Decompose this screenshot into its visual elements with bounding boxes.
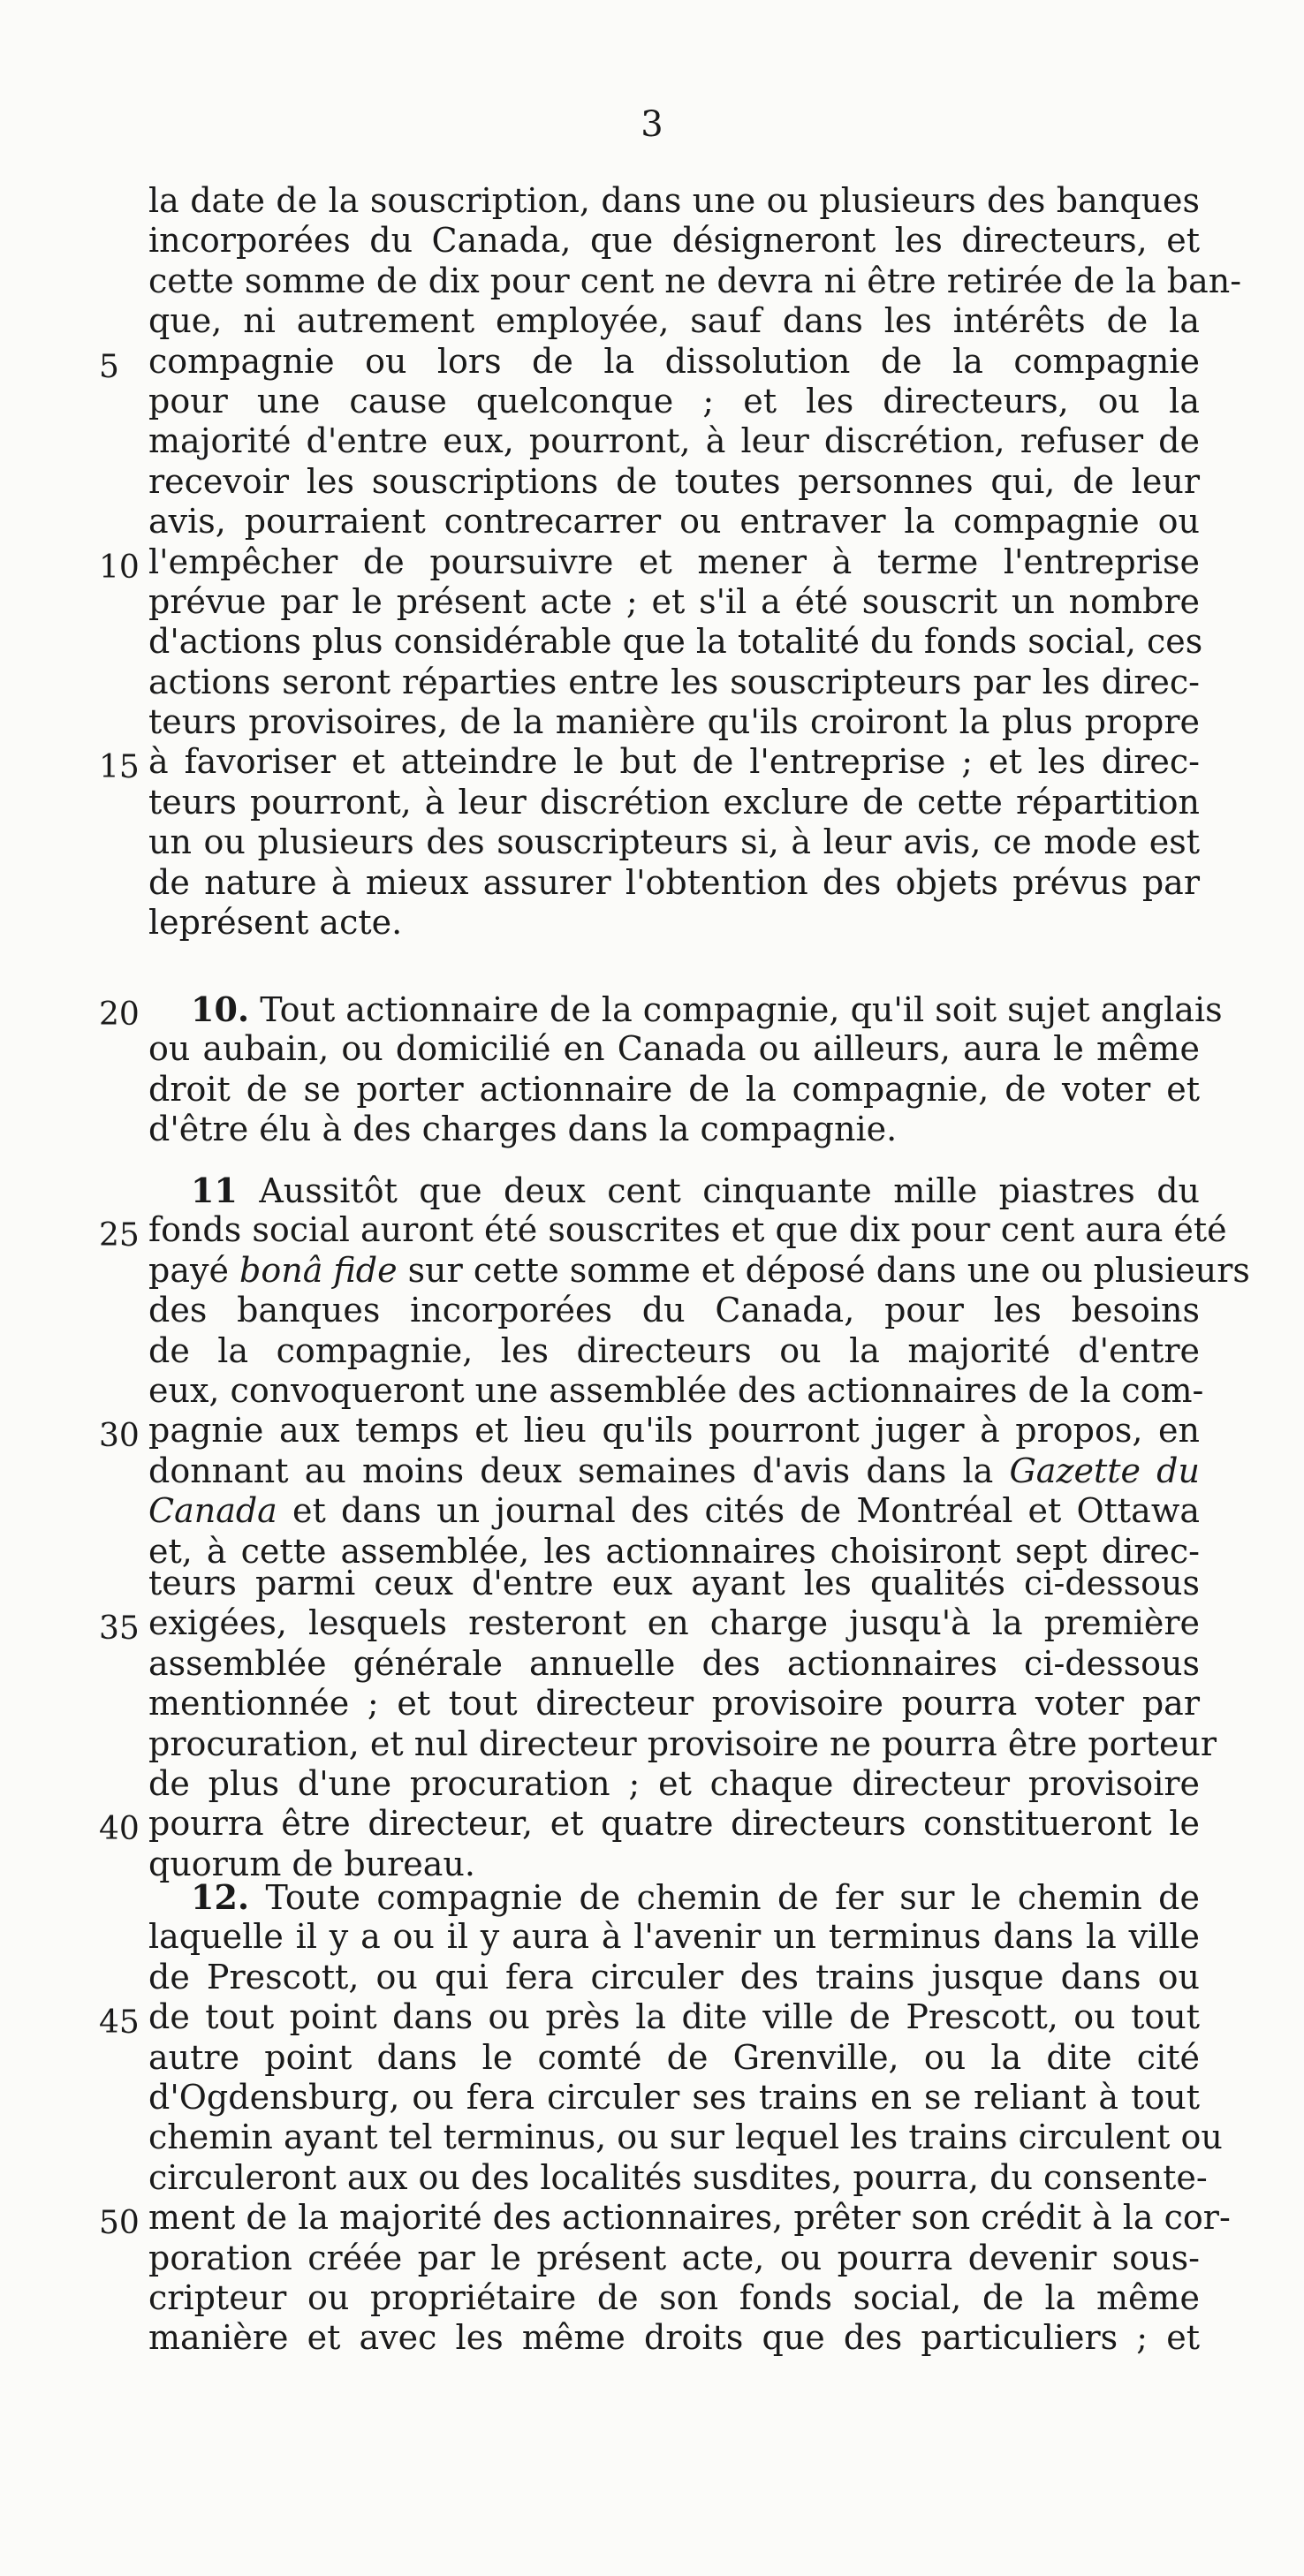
text-line [148, 2157, 1208, 2198]
line-text: d'être élu à des charges dans la compagnie. [148, 1110, 898, 1149]
text-line [148, 1958, 1200, 1997]
text-line [148, 462, 1200, 502]
text-line [99, 2198, 1231, 2242]
text-line [148, 863, 1200, 903]
line-text: Tout actionnaire de la compagnie, qu'il soit sujet anglais [249, 990, 1223, 1029]
text-line [148, 382, 1200, 421]
line-text: à favoriser et atteindre le but de l'entreprise ; et les direc- [148, 742, 1200, 782]
text-line [148, 2239, 1200, 2278]
text-line [148, 421, 1200, 461]
line-number: 10 [99, 549, 140, 586]
text-line [148, 1684, 1200, 1724]
italic-text: Gazette du [1009, 1451, 1200, 1490]
line-text: quorum de bureau. [148, 1844, 475, 1883]
line-text: pour une cause quelconque ; et les directeurs, ou la [148, 381, 1200, 420]
line-text: teurs parmi ceux d'entre eux ayant les qualités ci-dessous [148, 1564, 1200, 1602]
line-text: assemblée générale annuelle des actionnaires ci-dessous [148, 1643, 1200, 1683]
line-text: fonds social auront été souscrites et que dix pour cent aura été [148, 1210, 1227, 1250]
text-line [99, 1804, 1200, 1848]
line-text: d'actions plus considérable que la totalité du fonds social, ces [148, 622, 1203, 662]
text-line [99, 341, 1200, 385]
text-line [148, 822, 1200, 862]
line-text: eux, convoqueront une assemblée des actionnaires de la com- [148, 1370, 1204, 1410]
text-line [148, 502, 1200, 542]
text-line [148, 2038, 1200, 2078]
text-line [148, 1491, 1200, 1531]
text-line [148, 1291, 1200, 1330]
text-line [99, 989, 1223, 1033]
line-text: compagnie ou lors de la dissolution de la compagnie [148, 341, 1200, 381]
line-text: prévue par le présent acte ; et s'il a été souscrit un nombre [148, 581, 1200, 621]
text-line [148, 261, 1242, 301]
text-line [99, 1997, 1200, 2042]
text-line [99, 742, 1200, 786]
text-line [99, 1411, 1200, 1455]
text-line [148, 1331, 1200, 1371]
text-line [148, 2278, 1200, 2318]
line-text: avis, pourraient contrecarrer ou entraver la compagnie ou [148, 502, 1200, 542]
line-number: 15 [99, 749, 140, 786]
text-line [148, 622, 1203, 662]
line-text: Aussitôt que deux cent cinquante mille piastres du [237, 1171, 1200, 1210]
text-line [148, 301, 1200, 341]
text-line [148, 2318, 1200, 2358]
line-text: de nature à mieux assurer l'obtention des objets prévus par [148, 862, 1200, 902]
line-text: teurs pourront, à leur discrétion exclure de cette répartition [148, 782, 1200, 822]
line-text: et dans un journal des cités de Montréal et Ottawa [277, 1491, 1200, 1531]
text-line [148, 582, 1200, 622]
section-number: 11 [191, 1171, 238, 1210]
text-line [148, 1250, 1250, 1291]
line-text: circuleront aux ou des localités susdites, pourra, du consente- [148, 2157, 1208, 2197]
italic-text: bonâ fide [239, 1250, 398, 1290]
line-number: 40 [99, 1811, 140, 1848]
line-text: et, à cette assemblée, les actionnaires choisiront sept direc- [148, 1531, 1200, 1571]
line-text: pourra être directeur, et quatre directeurs constitueront le [148, 1804, 1200, 1844]
line-text: recevoir les souscriptions de toutes personnes qui, de leur [148, 461, 1200, 501]
paragraph [99, 989, 1223, 1150]
text-line [148, 702, 1200, 742]
line-text: des banques incorporées du Canada, pour les besoins [148, 1291, 1200, 1330]
line-text: ou aubain, ou domicilié en Canada ou ailleurs, aura le même [148, 1029, 1200, 1069]
text-line [148, 2078, 1200, 2118]
line-number: 30 [99, 1418, 140, 1455]
text-line [148, 1451, 1200, 1491]
line-text: manière et avec les même droits que des particuliers ; et [148, 2318, 1200, 2358]
line-text: laquelle il y a ou il y aura à l'avenir un terminus dans la ville [148, 1917, 1200, 1957]
paragraph [99, 1564, 1217, 1884]
line-text: majorité d'entre eux, pourront, à leur discrétion, refuser de [148, 421, 1200, 461]
text-line [148, 1564, 1200, 1603]
line-text: que, ni autrement employée, sauf dans les intérêts de la [148, 301, 1200, 341]
line-text: de plus d'une procuration ; et chaque directeur provisoire [148, 1763, 1200, 1803]
line-text: la date de la souscription, dans une ou plusieurs des banques [148, 181, 1200, 220]
line-number: 25 [99, 1217, 140, 1254]
text-line [148, 1370, 1204, 1411]
line-text: payé [148, 1250, 240, 1290]
line-text: chemin ayant tel terminus, ou sur lequel les trains circulent ou [148, 2118, 1223, 2157]
text-line [148, 1644, 1200, 1684]
line-text: de Prescott, ou qui fera circuler des trains jusque dans ou [148, 1957, 1200, 1996]
paragraph [99, 1171, 1250, 1572]
line-text: ment de la majorité des actionnaires, prêter son crédit à la cor- [148, 2198, 1231, 2238]
paragraph [99, 181, 1242, 943]
text-line [148, 903, 1200, 943]
line-number: 5 [99, 348, 119, 385]
text-line [148, 1070, 1200, 1110]
line-text: leprésent acte. [148, 903, 403, 943]
line-text: procuration, et nul directeur provisoire ne pourra être porteur [148, 1724, 1217, 1763]
line-number: 45 [99, 2004, 140, 2042]
text-line [148, 1917, 1200, 1957]
italic-text: Canada [148, 1491, 277, 1531]
line-text: cette somme de dix pour cent ne devra ni être retirée de la ban- [148, 261, 1242, 300]
text-line [99, 1210, 1227, 1254]
text-line [148, 1029, 1200, 1069]
text-line [99, 542, 1200, 586]
line-number: 20 [99, 996, 140, 1033]
text-line [148, 1724, 1217, 1764]
line-text: de tout point dans ou près la dite ville de Prescott, ou tout [148, 1997, 1200, 2037]
line-text: un ou plusieurs des souscripteurs si, à leur avis, ce mode est [148, 822, 1200, 862]
line-text: droit de se porter actionnaire de la compagnie, de voter et [148, 1069, 1200, 1109]
line-text: l'empêcher de poursuivre et mener à terme l'entreprise [148, 542, 1200, 581]
line-text: de la compagnie, les directeurs ou la majorité d'entre [148, 1330, 1200, 1370]
line-text: donnant au moins deux semaines d'avis dans la [148, 1451, 1010, 1490]
section-number: 10. [191, 989, 250, 1029]
text-line [99, 1603, 1200, 1648]
line-text: actions seront réparties entre les souscripteurs par les direc- [148, 662, 1200, 701]
text-line [148, 1110, 1200, 1149]
line-text: autre point dans le comté de Grenville, ou la dite cité [148, 2037, 1200, 2077]
line-text: sur cette somme et déposé dans une ou plusieurs [397, 1250, 1250, 1290]
line-text: cripteur ou propriétaire de son fonds social, de la même [148, 2277, 1200, 2317]
text-line [148, 1877, 1200, 1917]
text-line [148, 221, 1200, 261]
line-text: pagnie aux temps et lieu qu'ils pourront juger à propos, en [148, 1411, 1200, 1451]
line-text: incorporées du Canada, que désigneront les directeurs, et [148, 221, 1200, 261]
line-text: d'Ogdensburg, ou fera circuler ses trains en se reliant à tout [148, 2077, 1200, 2117]
line-text: teurs provisoires, de la manière qu'ils croiront la plus propre [148, 702, 1200, 742]
line-text: exigées, lesquels resteront en charge jusqu'à la première [148, 1603, 1200, 1643]
line-number: 50 [99, 2205, 140, 2242]
section-number: 12. [191, 1877, 250, 1917]
text-line [148, 2118, 1223, 2157]
line-number: 35 [99, 1610, 140, 1648]
line-text: Toute compagnie de chemin de fer sur le chemin de [249, 1878, 1200, 1917]
page-number: 3 [641, 104, 663, 145]
text-line [148, 1171, 1200, 1210]
line-text: mentionnée ; et tout directeur provisoire pourra voter par [148, 1684, 1200, 1724]
text-line [148, 663, 1200, 702]
line-text: poration créée par le présent acte, ou pourra devenir sous- [148, 2238, 1200, 2277]
paragraph [99, 1877, 1231, 2359]
text-line [148, 181, 1200, 221]
text-line [148, 783, 1200, 822]
text-line [148, 1764, 1200, 1804]
